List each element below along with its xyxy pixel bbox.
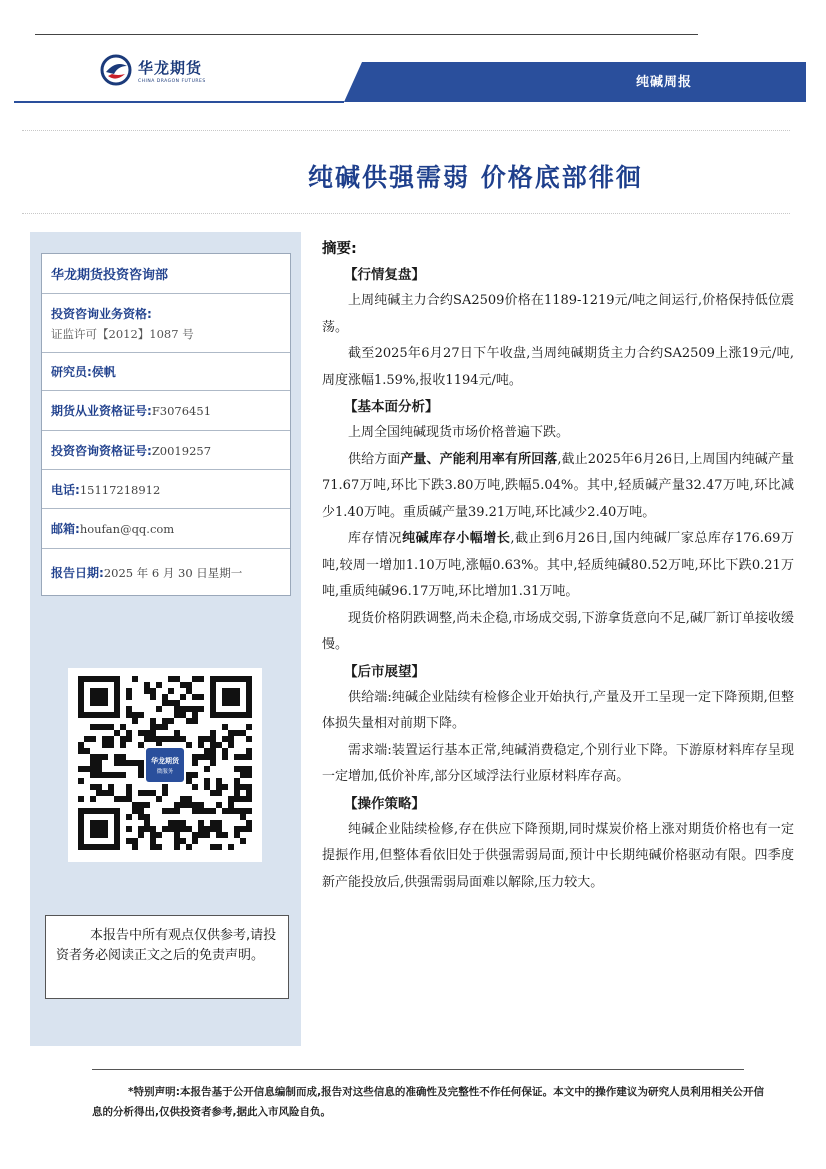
sidebar-disclaimer: 本报告中所有观点仅供参考,请投资者务必阅读正文之后的免责声明。 bbox=[45, 915, 289, 999]
section-outlook: 【后市展望】 bbox=[344, 663, 425, 680]
supply-detail: ,截止2025年6月26日,上周国内纯碱产量71.67万吨,环比下跌3.80万吨,跌幅5.04%。其中,轻质碱产量32.47万吨,环比减少1.40万吨。重质碱产量39.21万吨,环比减少2.40万吨。 bbox=[322, 451, 794, 520]
section-strategy: 【操作策略】 bbox=[344, 795, 425, 812]
top-rule bbox=[35, 34, 698, 35]
consult-cert-row bbox=[42, 431, 290, 470]
outlook-paragraph-1: 供给端:纯碱企业陆续有检修企业开始执行,产量及开工呈现一定下降预期,但整体损失量相对前期下降。 bbox=[322, 689, 794, 731]
qualification-row bbox=[42, 294, 290, 353]
department-row bbox=[42, 254, 290, 294]
futures-cert-value: F3076451 bbox=[151, 404, 212, 418]
qr-center-sub: 微服务 bbox=[156, 768, 174, 775]
abstract-label: 摘要: bbox=[322, 241, 357, 257]
qualification-value: 证监许可【2012】1087 号 bbox=[51, 326, 194, 341]
date-value: 2025 年 6 月 30 日星期一 bbox=[103, 565, 243, 580]
outlook-paragraph-2: 需求端:装置运行基本正常,纯碱消费稳定,个别行业下降。下游原材料库存呈现一定增加,低价补库,部分区域浮法行业原材料库存高。 bbox=[322, 742, 794, 784]
qr-code-card[interactable] bbox=[68, 668, 262, 862]
qr-center-text: 华龙期货 bbox=[151, 756, 179, 765]
researcher-label: 研究员:侯帆 bbox=[51, 365, 116, 379]
inventory-highlight: 纯碱库存小幅增长 bbox=[402, 531, 511, 546]
fundamentals-paragraph-3 bbox=[322, 526, 794, 606]
section-fundamentals: 【基本面分析】 bbox=[344, 399, 439, 415]
report-type: 纯碱周报 bbox=[636, 75, 693, 90]
date-row bbox=[42, 549, 290, 595]
fundamentals-paragraph-1: 上周全国纯碱现货市场价格普遍下跌。 bbox=[348, 425, 570, 440]
market-review-paragraph-2: 截至2025年6月27日下午收盘,当周纯碱期货主力合约SA2509上涨19元/吨,周度涨幅1.59%,报收1194元/吨。 bbox=[322, 346, 794, 388]
consult-cert-label: 投资咨询资格证号: bbox=[51, 443, 152, 458]
market-review-paragraph-1: 上周纯碱主力合约SA2509价格在1189-1219元/吨之间运行,价格保持低位震荡。 bbox=[322, 293, 794, 335]
analyst-info-panel bbox=[41, 253, 291, 596]
futures-cert-row bbox=[42, 391, 290, 431]
inventory-detail: ,截止到6月26日,国内纯碱厂家总库存176.69万吨,较周一增加1.10万吨,涨幅0.63%。其中,轻质纯碱80.52万吨,环比下跌0.21万吨,重质纯碱96.17万吨,环比增加1.31万吨。 bbox=[322, 531, 794, 599]
company-name-cn: 华龙期货 bbox=[138, 58, 203, 77]
researcher-row bbox=[42, 353, 290, 391]
bottom-rule bbox=[92, 1069, 744, 1070]
consult-cert-value: Z0019257 bbox=[151, 443, 212, 458]
phone-row bbox=[42, 470, 290, 509]
footer-statement: *特别声明:本报告基于公开信息编制而成,报告对这些信息的准确性及完整性不作任何保证。本文中的操作建议为研究人员利用相关公开信息的分析得出,仅供投资者参考,据此入市风险自负。 bbox=[92, 1086, 764, 1118]
section-market-review: 【行情复盘】 bbox=[344, 267, 425, 283]
fundamentals-paragraph-4: 现货价格阴跌调整,尚未企稳,市场成交弱,下游拿货意向不足,碱厂新订单接收缓慢。 bbox=[322, 610, 794, 652]
main-content bbox=[322, 236, 794, 896]
supply-highlight: 产量、产能利用率有所回落 bbox=[400, 451, 558, 467]
phone-label: 电话: bbox=[51, 482, 80, 497]
phone-value: 15117218912 bbox=[79, 482, 161, 497]
report-title: 纯碱供强需弱 价格底部徘徊 bbox=[308, 163, 643, 192]
date-label: 报告日期: bbox=[51, 565, 104, 580]
email-row bbox=[42, 509, 290, 549]
inventory-intro: 库存情况 bbox=[348, 531, 403, 546]
company-name-en: CHINA DRAGON FUTURES bbox=[138, 78, 206, 84]
futures-cert-label: 期货从业资格证号: bbox=[51, 404, 152, 418]
fundamentals-paragraph-2 bbox=[322, 447, 794, 527]
department-name: 华龙期货投资咨询部 bbox=[51, 268, 169, 283]
strategy-paragraph-1: 纯碱企业陆续检修,存在供应下降预期,同时煤炭价格上涨对期货价格也有一定提振作用,但整体看依旧处于供强需弱局面,预计中长期纯碱价格驱动有限。四季度新产能投放后,供强需弱局面难以解除,压力较大。 bbox=[322, 821, 794, 890]
email-value[interactable]: houfan@qq.com bbox=[79, 522, 175, 536]
qr-center-badge bbox=[144, 746, 186, 784]
qualification-label: 投资咨询业务资格: bbox=[51, 306, 152, 321]
email-label: 邮箱: bbox=[51, 522, 80, 536]
supply-intro: 供给方面 bbox=[348, 451, 401, 467]
